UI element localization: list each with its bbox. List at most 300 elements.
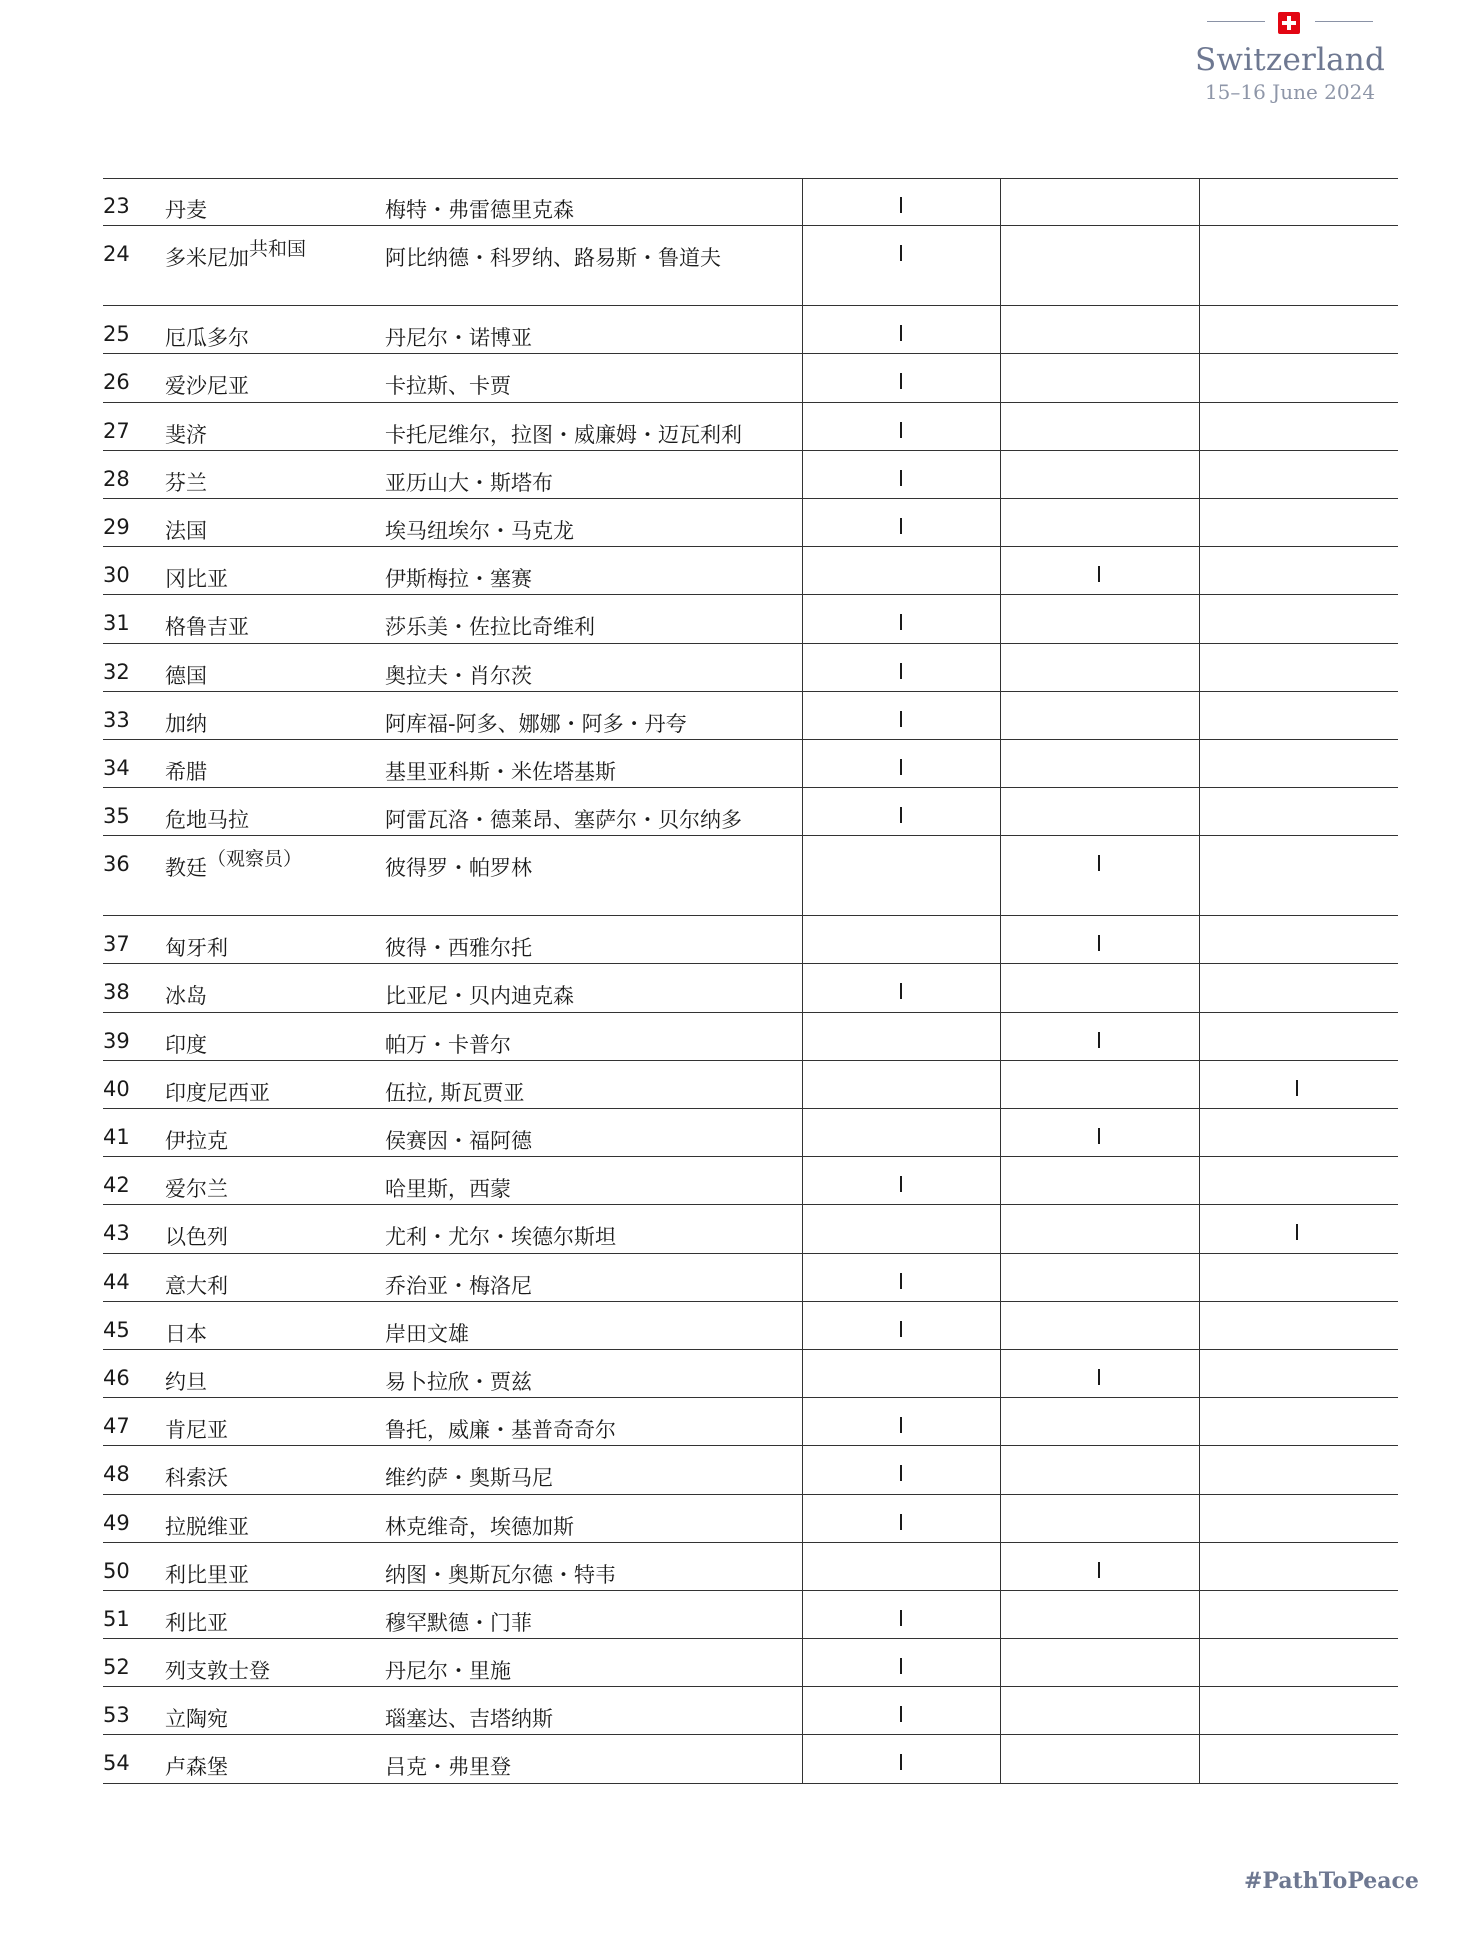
- representative-name: 鲁托，威廉・基普奇奇尔: [385, 1418, 616, 1443]
- representative-name: 阿库福-阿多、娜娜・阿多・丹夸: [385, 711, 687, 736]
- country-name: [165, 1703, 228, 1733]
- column-divider: [1000, 1013, 1001, 1060]
- country-name: [165, 1029, 207, 1059]
- country-name: [165, 756, 207, 786]
- country-name: [165, 322, 249, 352]
- table-row: [103, 1446, 1398, 1494]
- column-divider: [802, 1591, 803, 1638]
- row-number: 47: [103, 1414, 130, 1439]
- table-row: [103, 1205, 1398, 1253]
- attendance-mark: [900, 1610, 902, 1626]
- country-name: [165, 1751, 228, 1781]
- column-divider: [1199, 1543, 1200, 1590]
- column-divider: [1000, 1061, 1001, 1108]
- country-label: 匈牙利: [165, 936, 228, 961]
- representative-name: 彼得罗・帕罗林: [385, 856, 532, 881]
- column-divider: [1000, 1398, 1001, 1445]
- divider-line-left: [1207, 21, 1265, 22]
- column-divider: [1199, 644, 1200, 691]
- representative-name: 瑙塞达、吉塔纳斯: [385, 1707, 553, 1732]
- country-label: 肯尼亚: [165, 1418, 228, 1443]
- attendance-mark: [900, 1706, 902, 1722]
- column-divider: [1199, 1013, 1200, 1060]
- table-row: [103, 1061, 1398, 1109]
- attendance-mark: [1296, 1224, 1298, 1240]
- column-divider: [1000, 1639, 1001, 1686]
- table-row: [103, 836, 1398, 916]
- column-divider: [1199, 1254, 1200, 1301]
- column-divider: [802, 499, 803, 546]
- row-number: 31: [103, 611, 130, 636]
- table-row: [103, 916, 1398, 964]
- column-divider: [1000, 595, 1001, 642]
- attendance-mark: [900, 422, 902, 438]
- table-row: [103, 354, 1398, 402]
- country-name: [165, 515, 207, 545]
- table-row: [103, 226, 1398, 306]
- row-number: 53: [103, 1703, 130, 1728]
- table-row: [103, 1687, 1398, 1735]
- column-divider: [802, 1109, 803, 1156]
- table-row: [103, 1591, 1398, 1639]
- table-body: [103, 178, 1398, 1784]
- attendance-mark: [900, 711, 902, 727]
- column-divider: [802, 178, 803, 225]
- representative-name: 卡托尼维尔，拉图・威廉姆・迈瓦利利: [385, 422, 742, 447]
- row-number: 27: [103, 418, 130, 443]
- representative-name: 穆罕默德・门菲: [385, 1610, 532, 1635]
- representative-name: 奥拉夫・肖尔茨: [385, 663, 532, 688]
- table-row: [103, 403, 1398, 451]
- representative-name: 侯赛因・福阿德: [385, 1129, 532, 1153]
- logo-title: Switzerland: [1194, 42, 1386, 78]
- row-number: 43: [103, 1221, 130, 1246]
- row-number: 49: [103, 1510, 130, 1535]
- table-row: [103, 692, 1398, 740]
- table-row: [103, 499, 1398, 547]
- row-number: 39: [103, 1028, 130, 1053]
- country-label: 卢森堡: [165, 1755, 228, 1780]
- row-number: 52: [103, 1655, 130, 1680]
- row-number: 46: [103, 1365, 130, 1390]
- country-name: [165, 1462, 228, 1492]
- row-number: 28: [103, 466, 130, 491]
- attendance-mark: [900, 518, 902, 534]
- column-divider: [1000, 403, 1001, 450]
- country-label: 丹麦: [165, 198, 207, 222]
- country-label: 伊拉克: [165, 1129, 228, 1153]
- flag-row: [1190, 8, 1390, 36]
- table-row: [103, 1302, 1398, 1350]
- column-divider: [1199, 1157, 1200, 1204]
- column-divider: [802, 403, 803, 450]
- column-divider: [1199, 306, 1200, 353]
- table-row: [103, 644, 1398, 692]
- column-divider: [1000, 692, 1001, 739]
- column-divider: [802, 644, 803, 691]
- column-divider: [1199, 1398, 1200, 1445]
- country-label: 芬兰: [165, 470, 207, 495]
- column-divider: [1199, 451, 1200, 498]
- attendance-mark: [900, 1321, 902, 1337]
- table-row: [103, 1495, 1398, 1543]
- attendance-mark: [900, 1514, 902, 1530]
- attendance-mark: [1296, 1080, 1298, 1096]
- country-name: [165, 1414, 228, 1444]
- column-divider: [1000, 916, 1001, 963]
- column-divider: [1199, 740, 1200, 787]
- representative-name: 丹尼尔・里施: [385, 1659, 511, 1684]
- column-divider: [1000, 1254, 1001, 1301]
- column-divider: [802, 226, 803, 305]
- divider-line-right: [1315, 21, 1373, 22]
- column-divider: [1000, 499, 1001, 546]
- table-row: [103, 547, 1398, 595]
- column-divider: [1199, 1302, 1200, 1349]
- column-divider: [1000, 1205, 1001, 1252]
- attendance-mark: [1098, 935, 1100, 951]
- representative-name: 莎乐美・佐拉比奇维利: [385, 615, 595, 640]
- column-divider: [802, 788, 803, 835]
- column-divider: [1000, 1302, 1001, 1349]
- row-number: 32: [103, 659, 130, 684]
- row-number: 41: [103, 1125, 130, 1149]
- country-label: 教廷: [165, 856, 207, 881]
- country-label: 以色列: [165, 1225, 228, 1250]
- column-divider: [1199, 595, 1200, 642]
- column-divider: [1199, 547, 1200, 594]
- country-name: [165, 419, 207, 449]
- country-label: 厄瓜多尔: [165, 326, 249, 351]
- country-label: 危地马拉: [165, 808, 249, 833]
- column-divider: [1199, 788, 1200, 835]
- column-divider: [1000, 964, 1001, 1011]
- table-row: [103, 788, 1398, 836]
- table-row: [103, 1543, 1398, 1591]
- country-label: 拉脱维亚: [165, 1514, 249, 1539]
- row-number: 35: [103, 804, 130, 829]
- country-label: 希腊: [165, 759, 207, 784]
- table-row: [103, 1013, 1398, 1061]
- attendance-mark: [900, 470, 902, 486]
- row-number: 25: [103, 322, 130, 347]
- column-divider: [802, 740, 803, 787]
- footer-hashtag: #PathToPeace: [1244, 1868, 1419, 1894]
- country-label: 爱尔兰: [165, 1177, 228, 1202]
- country-name: [165, 1607, 228, 1637]
- representative-name: 哈里斯，西蒙: [385, 1177, 511, 1202]
- row-number: 40: [103, 1076, 130, 1101]
- table-row: [103, 1350, 1398, 1398]
- column-divider: [1199, 178, 1200, 225]
- row-number: 38: [103, 980, 130, 1005]
- column-divider: [1000, 1591, 1001, 1638]
- table-row: [103, 1639, 1398, 1687]
- column-divider: [1199, 1061, 1200, 1108]
- table-row: [103, 451, 1398, 499]
- column-divider: [1199, 692, 1200, 739]
- table-row: [103, 740, 1398, 788]
- table-row: [103, 595, 1398, 643]
- column-divider: [802, 306, 803, 353]
- column-divider: [1199, 1639, 1200, 1686]
- column-divider: [1199, 1591, 1200, 1638]
- representative-name: 易卜拉欣・贾兹: [385, 1369, 532, 1394]
- row-number: 26: [103, 370, 130, 395]
- country-name: [165, 370, 249, 400]
- country-label: 利比亚: [165, 1610, 228, 1635]
- attendance-mark: [900, 663, 902, 679]
- column-divider: [1000, 1109, 1001, 1156]
- representative-name: 伍拉, 斯瓦贾亚: [385, 1080, 525, 1105]
- column-divider: [802, 1302, 803, 1349]
- column-divider: [1199, 1495, 1200, 1542]
- column-divider: [1000, 226, 1001, 305]
- column-divider: [802, 451, 803, 498]
- column-divider: [1000, 1543, 1001, 1590]
- country-name: [165, 611, 249, 641]
- representative-name: 埃马纽埃尔・马克龙: [385, 518, 574, 543]
- column-divider: [802, 916, 803, 963]
- country-label: 德国: [165, 663, 207, 688]
- column-divider: [1199, 964, 1200, 1011]
- column-divider: [802, 1639, 803, 1686]
- country-name: [165, 1270, 228, 1300]
- country-label: 利比里亚: [165, 1562, 249, 1587]
- row-number: 51: [103, 1606, 130, 1631]
- row-number: 48: [103, 1462, 130, 1487]
- row-number: 33: [103, 707, 130, 732]
- representative-name: 卡拉斯、卡贾: [385, 374, 511, 399]
- attendance-mark: [900, 325, 902, 341]
- column-divider: [802, 547, 803, 594]
- table-row: [103, 1254, 1398, 1302]
- country-label: 日本: [165, 1321, 207, 1346]
- representative-name: 基里亚科斯・米佐塔基斯: [385, 759, 616, 784]
- column-divider: [1199, 403, 1200, 450]
- country-name: [165, 1173, 228, 1203]
- column-divider: [1199, 1109, 1200, 1156]
- column-divider: [1000, 451, 1001, 498]
- country-label: 印度尼西亚: [165, 1080, 270, 1105]
- column-divider: [1000, 178, 1001, 225]
- country-name: [165, 1125, 228, 1155]
- column-divider: [1199, 354, 1200, 401]
- column-divider: [1000, 1350, 1001, 1397]
- table-row: [103, 1109, 1398, 1157]
- attendance-mark: [1098, 566, 1100, 582]
- attendance-mark: [900, 983, 902, 999]
- column-divider: [1000, 1735, 1001, 1782]
- row-number: 29: [103, 514, 130, 539]
- country-name: [165, 804, 249, 834]
- country-name: [165, 1366, 207, 1396]
- row-number: 42: [103, 1173, 130, 1198]
- row-number: 36: [103, 852, 130, 877]
- representative-name: 伊斯梅拉・塞赛: [385, 567, 532, 592]
- country-label: 冰岛: [165, 984, 207, 1009]
- column-divider: [802, 595, 803, 642]
- representative-name: 纳图・奥斯瓦尔德・特韦: [385, 1562, 616, 1587]
- country-name: [165, 932, 228, 962]
- country-name: [165, 1655, 270, 1685]
- country-note: （观察员）: [207, 848, 303, 871]
- representative-name: 维约萨・奥斯马尼: [385, 1466, 553, 1491]
- representative-name: 乔治亚・梅洛尼: [385, 1273, 532, 1298]
- row-number: 37: [103, 932, 130, 957]
- country-label: 印度: [165, 1032, 207, 1057]
- country-note: 共和国: [249, 238, 307, 261]
- column-divider: [1000, 1446, 1001, 1493]
- column-divider: [1199, 1687, 1200, 1734]
- representative-name: 梅特・弗雷德里克森: [385, 198, 574, 222]
- column-divider: [1000, 644, 1001, 691]
- column-divider: [1199, 1446, 1200, 1493]
- logo-date: 15–16 June 2024: [1204, 80, 1376, 104]
- country-label: 斐济: [165, 422, 207, 447]
- column-divider: [1000, 1157, 1001, 1204]
- column-divider: [802, 964, 803, 1011]
- representative-name: 比亚尼・贝内迪克森: [385, 984, 574, 1009]
- country-name: [165, 1511, 249, 1541]
- column-divider: [1000, 836, 1001, 915]
- column-divider: [802, 836, 803, 915]
- attendance-mark: [1098, 1369, 1100, 1385]
- column-divider: [802, 1157, 803, 1204]
- country-name: [165, 194, 207, 224]
- column-divider: [1000, 740, 1001, 787]
- attendance-mark: [1098, 1032, 1100, 1048]
- column-divider: [802, 1398, 803, 1445]
- column-divider: [1199, 836, 1200, 915]
- country-label: 爱沙尼亚: [165, 374, 249, 399]
- column-divider: [1000, 1687, 1001, 1734]
- country-label: 科索沃: [165, 1466, 228, 1491]
- country-name: [165, 848, 303, 882]
- country-label: 列支敦士登: [165, 1659, 270, 1684]
- attendance-mark: [900, 807, 902, 823]
- country-name: [165, 1077, 270, 1107]
- column-divider: [1000, 306, 1001, 353]
- table-row: [103, 178, 1398, 226]
- attendance-mark: [900, 1658, 902, 1674]
- attendance-mark: [1098, 1562, 1100, 1578]
- country-name: [165, 563, 228, 593]
- column-divider: [802, 1350, 803, 1397]
- column-divider: [802, 692, 803, 739]
- attendance-mark: [900, 614, 902, 630]
- row-number: 50: [103, 1558, 130, 1583]
- column-divider: [1000, 788, 1001, 835]
- attendance-mark: [1098, 1128, 1100, 1144]
- row-number: 34: [103, 755, 130, 780]
- representative-name: 帕万・卡普尔: [385, 1032, 511, 1057]
- column-divider: [802, 1495, 803, 1542]
- representative-name: 阿比纳德・科罗纳、路易斯・鲁道夫: [385, 246, 721, 271]
- table-row: [103, 1735, 1398, 1783]
- column-divider: [802, 1254, 803, 1301]
- country-name: [165, 1318, 207, 1348]
- country-name: [165, 467, 207, 497]
- row-number: 30: [103, 563, 130, 588]
- column-divider: [802, 354, 803, 401]
- attendance-mark: [900, 245, 902, 261]
- representative-name: 亚历山大・斯塔布: [385, 470, 553, 495]
- column-divider: [802, 1205, 803, 1252]
- row-number: 44: [103, 1269, 130, 1294]
- attendance-mark: [900, 1176, 902, 1192]
- table-row: [103, 306, 1398, 354]
- representative-name: 吕克・弗里登: [385, 1755, 511, 1780]
- country-label: 加纳: [165, 711, 207, 736]
- attendance-mark: [900, 1273, 902, 1289]
- country-name: [165, 238, 307, 272]
- country-label: 立陶宛: [165, 1707, 228, 1732]
- column-divider: [802, 1013, 803, 1060]
- representative-name: 丹尼尔・诺博亚: [385, 326, 532, 351]
- country-name: [165, 1221, 228, 1251]
- column-divider: [802, 1735, 803, 1782]
- representative-name: 岸田文雄: [385, 1321, 469, 1346]
- participants-table: [103, 178, 1398, 1784]
- table-row: [103, 1398, 1398, 1446]
- row-number: 23: [103, 194, 130, 218]
- column-divider: [1000, 1495, 1001, 1542]
- country-name: [165, 708, 207, 738]
- column-divider: [1199, 1350, 1200, 1397]
- table-row: [103, 964, 1398, 1012]
- column-divider: [1199, 226, 1200, 305]
- attendance-mark: [900, 1754, 902, 1770]
- country-label: 约旦: [165, 1369, 207, 1394]
- country-name: [165, 1559, 249, 1589]
- column-divider: [802, 1687, 803, 1734]
- column-divider: [802, 1061, 803, 1108]
- column-divider: [1199, 499, 1200, 546]
- table-row: [103, 1157, 1398, 1205]
- country-label: 格鲁吉亚: [165, 615, 249, 640]
- country-label: 意大利: [165, 1273, 228, 1298]
- representative-name: 尤利・尤尔・埃德尔斯坦: [385, 1225, 616, 1250]
- attendance-mark: [900, 1465, 902, 1481]
- country-name: [165, 980, 207, 1010]
- country-label: 多米尼加: [165, 246, 249, 271]
- column-divider: [1199, 1735, 1200, 1782]
- row-number: 45: [103, 1317, 130, 1342]
- attendance-mark: [900, 1417, 902, 1433]
- representative-name: 阿雷瓦洛・德莱昂、塞萨尔・贝尔纳多: [385, 808, 742, 833]
- row-number: 54: [103, 1751, 130, 1776]
- summit-logo: [1190, 8, 1390, 104]
- row-number: 24: [103, 242, 130, 267]
- column-divider: [1199, 1205, 1200, 1252]
- representative-name: 林克维奇，埃德加斯: [385, 1514, 574, 1539]
- attendance-mark: [1098, 855, 1100, 871]
- column-divider: [1000, 354, 1001, 401]
- column-divider: [1199, 916, 1200, 963]
- attendance-mark: [900, 197, 902, 213]
- attendance-mark: [900, 759, 902, 775]
- column-divider: [802, 1446, 803, 1493]
- attendance-mark: [900, 373, 902, 389]
- swiss-flag-icon: [1278, 12, 1300, 34]
- column-divider: [1000, 547, 1001, 594]
- country-label: 冈比亚: [165, 567, 228, 592]
- country-name: [165, 660, 207, 690]
- representative-name: 彼得・西雅尔托: [385, 936, 532, 961]
- country-label: 法国: [165, 518, 207, 543]
- column-divider: [802, 1543, 803, 1590]
